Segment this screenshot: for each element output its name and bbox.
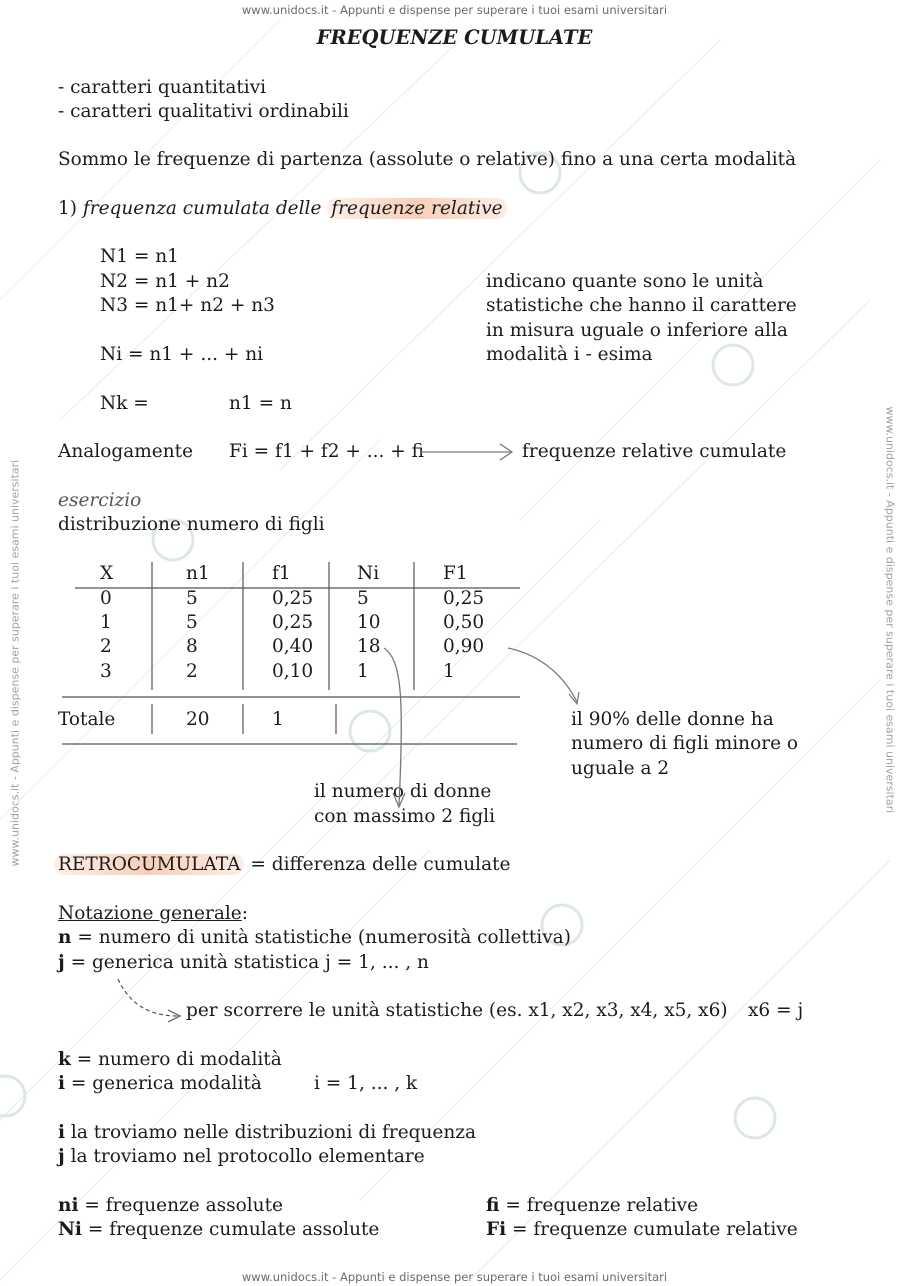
arrow-to-right-note-icon [508, 648, 579, 704]
exercise-description: distribuzione numero di figli [58, 514, 325, 535]
explanation-line-1: indicano quante sono le unità [486, 271, 764, 292]
symbol-j: j [58, 952, 65, 973]
table-cell: 0,25 [443, 588, 485, 609]
table-cell: 3 [100, 661, 112, 682]
symbol-k: k [58, 1049, 71, 1070]
note-right-line-3: uguale a 2 [571, 758, 670, 779]
analog-result: frequenze relative cumulate [522, 441, 787, 462]
table-header: f1 [272, 563, 291, 584]
table-cell: 0,90 [443, 636, 485, 657]
bullet-qualitative: - caratteri qualitativi ordinabili [58, 101, 349, 122]
notation-i-dist-text: la troviamo nelle distribuzioni di frequenza [65, 1122, 477, 1143]
notation-i-range: i = 1, ... , k [314, 1073, 418, 1094]
notation-n-text: = numero di unità statistiche (numerosità collettiva) [71, 927, 571, 948]
notation-i-text: = generica modalità [65, 1073, 262, 1094]
formula-Ni: Ni = n1 + ... + ni [100, 344, 264, 365]
table-cell: 1 [357, 661, 369, 682]
table-cell: 0,10 [272, 661, 314, 682]
table-header: X [100, 563, 114, 584]
notation-Ni-text: = frequenze cumulate assolute [81, 1219, 380, 1240]
table-cell: 0,40 [272, 636, 314, 657]
retro-text: = differenza delle cumulate [244, 854, 511, 875]
watermark-right: www.unidocs.it - Appunti e dispense per superare i tuoi esami universitari [883, 406, 897, 814]
table-header: Ni [357, 563, 380, 584]
symbol-j: j [58, 1146, 65, 1167]
arrow-j-scroll-icon [118, 979, 180, 1022]
watermark-footer: www.unidocs.it - Appunti e dispense per superare i tuoi esami universitari [241, 1270, 668, 1284]
table-cell: 2 [100, 636, 112, 657]
table-total-f: 1 [272, 709, 284, 730]
analog-label: Analogamente [58, 441, 194, 462]
page-title: FREQUENZE CUMULATE [316, 26, 593, 49]
formula-Nk: Nk = [100, 393, 149, 414]
section1-label: frequenza cumulata delle [82, 198, 328, 219]
arrow-to-bottom-note-icon [384, 648, 405, 807]
retro-highlight: RETROCUMULATA [54, 854, 244, 875]
watermark-left: www.unidocs.it - Appunti e dispense per superare i tuoi esami universitari [8, 459, 22, 867]
table-cell: 2 [186, 661, 198, 682]
table-cell: 8 [186, 636, 198, 657]
table-cell: 10 [357, 612, 381, 633]
explanation-line-4: modalità i - esima [486, 344, 653, 365]
symbol-Ni: Ni [58, 1219, 82, 1240]
formula-N3: N3 = n1+ n2 + n3 [100, 295, 275, 316]
table-header: F1 [443, 563, 468, 584]
table-cell: 5 [186, 588, 198, 609]
bullet-quantitative: - caratteri quantitativi [58, 77, 267, 98]
intro-text: Sommo le frequenze di partenza (assolute o relative) fino a una certa modalità [58, 149, 797, 170]
table-total-n: 20 [186, 709, 210, 730]
analog-formula: Fi = f1 + f2 + ... + fi [229, 441, 425, 462]
table-total-label: Totale [58, 709, 116, 730]
table-cell: 0 [100, 588, 112, 609]
formula-N2: N2 = n1 + n2 [100, 271, 230, 292]
notation-ni-text: = frequenze assolute [78, 1195, 283, 1216]
notation-j-text: = generica unità statistica j = 1, ... , n [64, 952, 429, 973]
arrow-analog-icon [420, 444, 512, 460]
table-cell: 0,25 [272, 612, 314, 633]
table-cell: 5 [357, 588, 369, 609]
table-grid [62, 562, 520, 744]
notation-fi-text: = frequenze relative [499, 1195, 699, 1216]
notation-x6: x6 = j [748, 1000, 804, 1021]
symbol-i: i [58, 1122, 66, 1143]
formula-Nk-rhs: n1 = n [229, 393, 292, 414]
exercise-label: esercizio [58, 490, 142, 511]
notation-title-colon: : [241, 903, 248, 924]
table-cell: 18 [357, 636, 381, 657]
table-cell: 0,50 [443, 612, 485, 633]
notation-Fi-text: = frequenze cumulate relative [506, 1219, 798, 1240]
section1-highlight: frequenze relative [327, 198, 506, 219]
table-cell: 1 [100, 612, 112, 633]
section1-number: 1) [58, 198, 83, 219]
watermark-header: www.unidocs.it - Appunti e dispense per superare i tuoi esami universitari [241, 3, 668, 17]
table-cell: 0,25 [272, 588, 314, 609]
note-right-line-2: numero di figli minore o [571, 733, 799, 754]
notation-j-prot-text: la troviamo nel protocollo elementare [64, 1146, 425, 1167]
note-right-line-1: il 90% delle donne ha [571, 709, 774, 730]
formula-N1: N1 = n1 [100, 246, 179, 267]
notation-scroll: per scorrere le unità statistiche (es. x1, x2, x3, x4, x5, x6) [186, 1000, 728, 1021]
table-header: n1 [186, 563, 210, 584]
note-bottom-line-1: il numero di donne [314, 781, 492, 802]
table-cell: 5 [186, 612, 198, 633]
symbol-fi: fi [486, 1195, 500, 1216]
symbol-Fi: Fi [486, 1219, 507, 1240]
symbol-ni: ni [58, 1195, 79, 1216]
note-bottom-line-2: con massimo 2 figli [314, 806, 495, 827]
explanation-line-2: statistiche che hanno il carattere [486, 295, 797, 316]
explanation-line-3: in misura uguale o inferiore alla [486, 320, 788, 341]
symbol-i: i [58, 1073, 66, 1094]
table-cell: 1 [443, 661, 455, 682]
symbol-n: n [58, 927, 72, 948]
notation-k-text: = numero di modalità [70, 1049, 282, 1070]
notation-title-text: Notazione generale [58, 903, 242, 924]
